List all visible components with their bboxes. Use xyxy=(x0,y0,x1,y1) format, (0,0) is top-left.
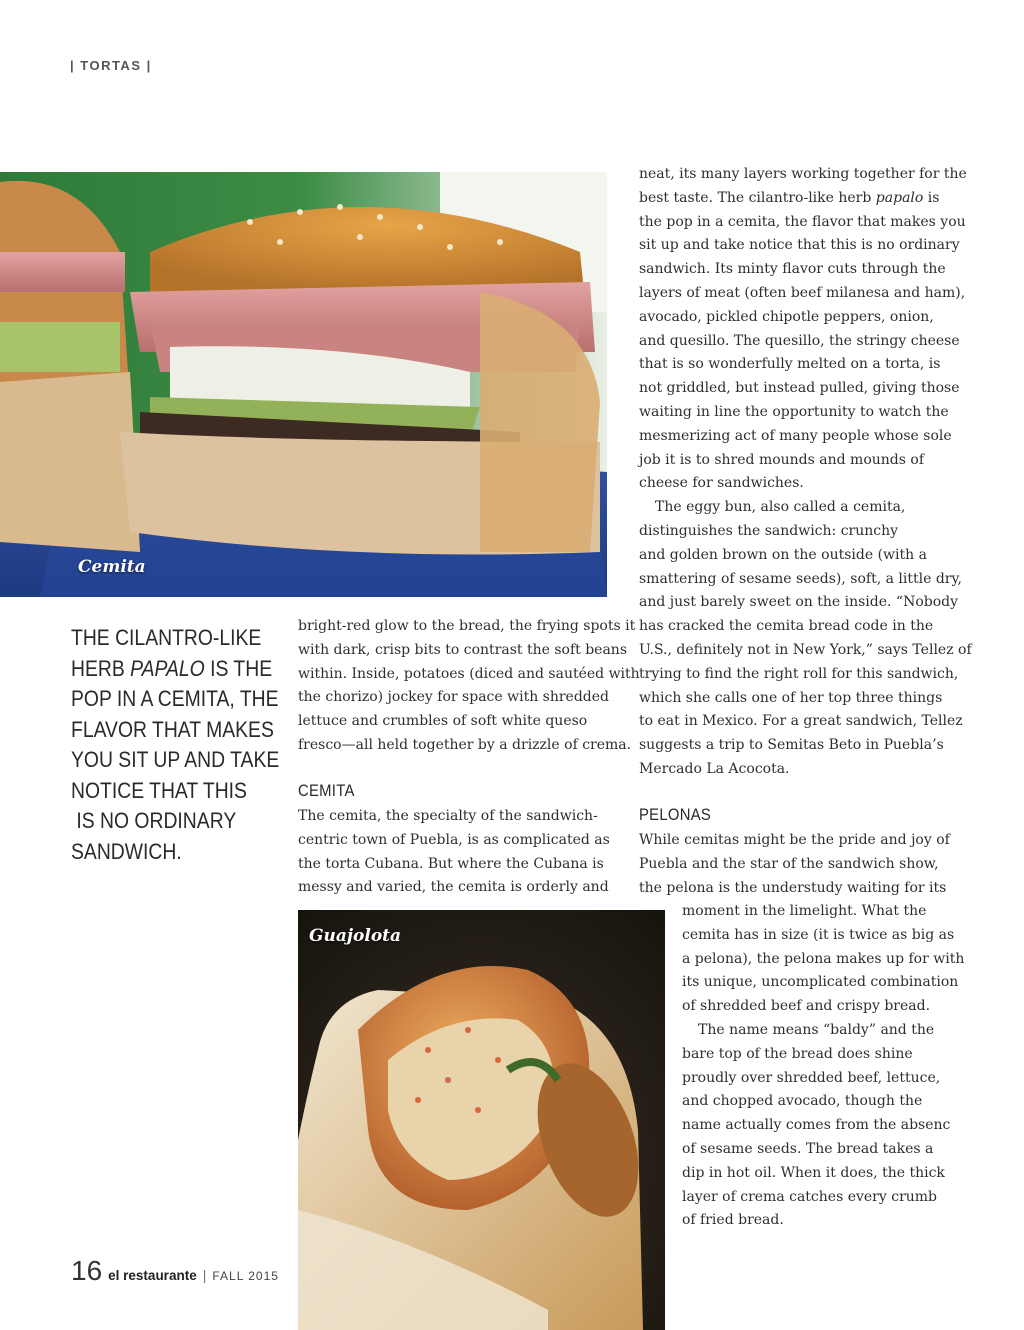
body-line: smattering of sesame seeds), soft, a little dry, xyxy=(639,570,962,587)
body-line: cemita has in size (it is twice as big as xyxy=(682,926,955,943)
body-line: dip in hot oil. When it does, the thick xyxy=(682,1164,945,1181)
body-line: the chorizo) jockey for space with shredded xyxy=(298,689,610,706)
pullquote-line: THE CILANTRO-LIKE xyxy=(71,625,262,650)
body-line: bright-red glow to the bread, the frying spots it xyxy=(298,618,636,634)
pelonas-paragraph xyxy=(639,829,959,900)
body-line: bare top of the bread does shine xyxy=(682,1045,913,1062)
body-line: which she calls one of her top three things xyxy=(639,689,943,706)
pullquote-line: IS NO ORDINARY xyxy=(71,808,237,833)
body-line: a pelona), the pelona makes up for with xyxy=(682,950,965,967)
body-line: the torta Cubana. But where the Cubana is xyxy=(298,855,604,872)
page-footer xyxy=(71,1255,279,1287)
body-line: fresco—all held together by a drizzle of crema. xyxy=(298,736,632,753)
body-line: The eggy bun, also called a cemita, xyxy=(655,499,906,516)
body-line: and quesillo. The quesillo, the stringy cheese xyxy=(639,332,960,349)
body-line: While cemitas might be the pride and joy of xyxy=(639,832,950,848)
body-line: to eat in Mexico. For a great sandwich, Tellez xyxy=(639,713,963,730)
pullquote-line: POP IN A CEMITA, THE xyxy=(71,686,279,711)
body-line: waiting in line the opportunity to watch the xyxy=(639,403,949,420)
guajolota-caption: Guajolota xyxy=(309,926,402,946)
pelonas-heading: PELONAS xyxy=(639,806,712,824)
body-line: of shredded beef and crispy bread. xyxy=(682,998,931,1015)
body-line: avocado, pickled chipotle peppers, onion, xyxy=(639,308,934,325)
body-line: The name means “baldy” and the xyxy=(698,1021,935,1038)
cemita-photo xyxy=(0,172,607,597)
body-line: proudly over shredded beef, lettuce, xyxy=(682,1069,941,1086)
body-line: the pop in a cemita, the flavor that makes you xyxy=(639,213,966,230)
body-line: trying to find the right roll for this sandwich, xyxy=(639,665,959,682)
body-line: centric town of Puebla, is as complicated as xyxy=(298,831,610,848)
body-line: neat, its many layers working together for the xyxy=(639,166,967,182)
right-column-text xyxy=(639,163,972,782)
footer-separator: | xyxy=(202,1267,207,1283)
body-line: moment in the limelight. What the xyxy=(682,903,927,919)
body-line: lettuce and crumbles of soft white queso xyxy=(298,713,588,730)
body-line: and golden brown on the outside (with a xyxy=(639,546,927,563)
pullquote-line: HERB PAPALO IS THE xyxy=(71,655,273,681)
body-line: name actually comes from the absenc xyxy=(682,1117,951,1134)
body-line: with dark, crisp bits to contrast the soft beans xyxy=(298,641,628,658)
body-line: messy and varied, the cemita is orderly and xyxy=(298,879,609,896)
pullquote-line: FLAVOR THAT MAKES xyxy=(71,716,274,742)
body-line: and chopped avocado, though the xyxy=(682,1093,923,1110)
cemita-paragraph xyxy=(298,805,618,900)
body-line: Mercado La Acocota. xyxy=(639,760,790,777)
body-line: the pelona is the understudy waiting for its xyxy=(639,879,947,896)
body-line: Puebla and the star of the sandwich show, xyxy=(639,855,939,872)
body-line: distinguishes the sandwich: crunchy xyxy=(639,522,899,539)
issue-date: FALL 2015 xyxy=(212,1269,279,1283)
magazine-name: el restaurante xyxy=(108,1268,197,1283)
pullquote-line: NOTICE THAT THIS xyxy=(71,777,247,803)
pull-quote xyxy=(71,623,280,867)
body-line: has cracked the cemita bread code in the xyxy=(639,618,934,635)
pelonas-wrap-paragraph xyxy=(682,900,965,1233)
cemita-caption: Cemita xyxy=(78,557,146,577)
body-line: layer of crema catches every crumb xyxy=(682,1188,938,1205)
body-line: cheese for sandwiches. xyxy=(639,475,804,492)
page-number: 16 xyxy=(71,1255,103,1286)
body-line: suggests a trip to Semitas Beto in Puebla’s xyxy=(639,737,944,754)
body-line: its unique, uncomplicated combination xyxy=(682,974,959,991)
guajolota-photo xyxy=(298,910,665,1330)
body-line: within. Inside, potatoes (diced and sautéed with xyxy=(298,665,640,682)
body-line: of fried bread. xyxy=(682,1212,784,1229)
body-line: sit up and take notice that this is no ordinary xyxy=(639,237,960,254)
body-line: of sesame seeds. The bread takes a xyxy=(682,1140,934,1157)
body-line: U.S., definitely not in New York,” says Tellez of xyxy=(639,641,972,658)
body-line: and just barely sweet on the inside. “Nobody xyxy=(639,594,959,611)
body-line: The cemita, the specialty of the sandwich- xyxy=(298,808,598,824)
pullquote-line: SANDWICH. xyxy=(71,838,182,864)
body-line: best taste. The cilantro-like herb papalo is xyxy=(639,189,940,206)
pullquote-line: YOU SIT UP AND TAKE xyxy=(71,747,280,772)
body-line: sandwich. Its minty flavor cuts through the xyxy=(639,261,946,278)
body-line: layers of meat (often beef milanesa and ham), xyxy=(639,284,966,301)
body-line: job it is to shred mounds and mounds of xyxy=(639,451,924,468)
body-line: that is so wonderfully melted on a torta, is xyxy=(639,356,941,373)
cemita-heading: CEMITA xyxy=(298,782,355,800)
body-line: not griddled, but instead pulled, giving those xyxy=(639,380,960,397)
body-line: mesmerizing act of many people whose sole xyxy=(639,427,952,444)
section-tag: | TORTAS | xyxy=(70,58,152,73)
middle-column-text xyxy=(298,615,640,758)
